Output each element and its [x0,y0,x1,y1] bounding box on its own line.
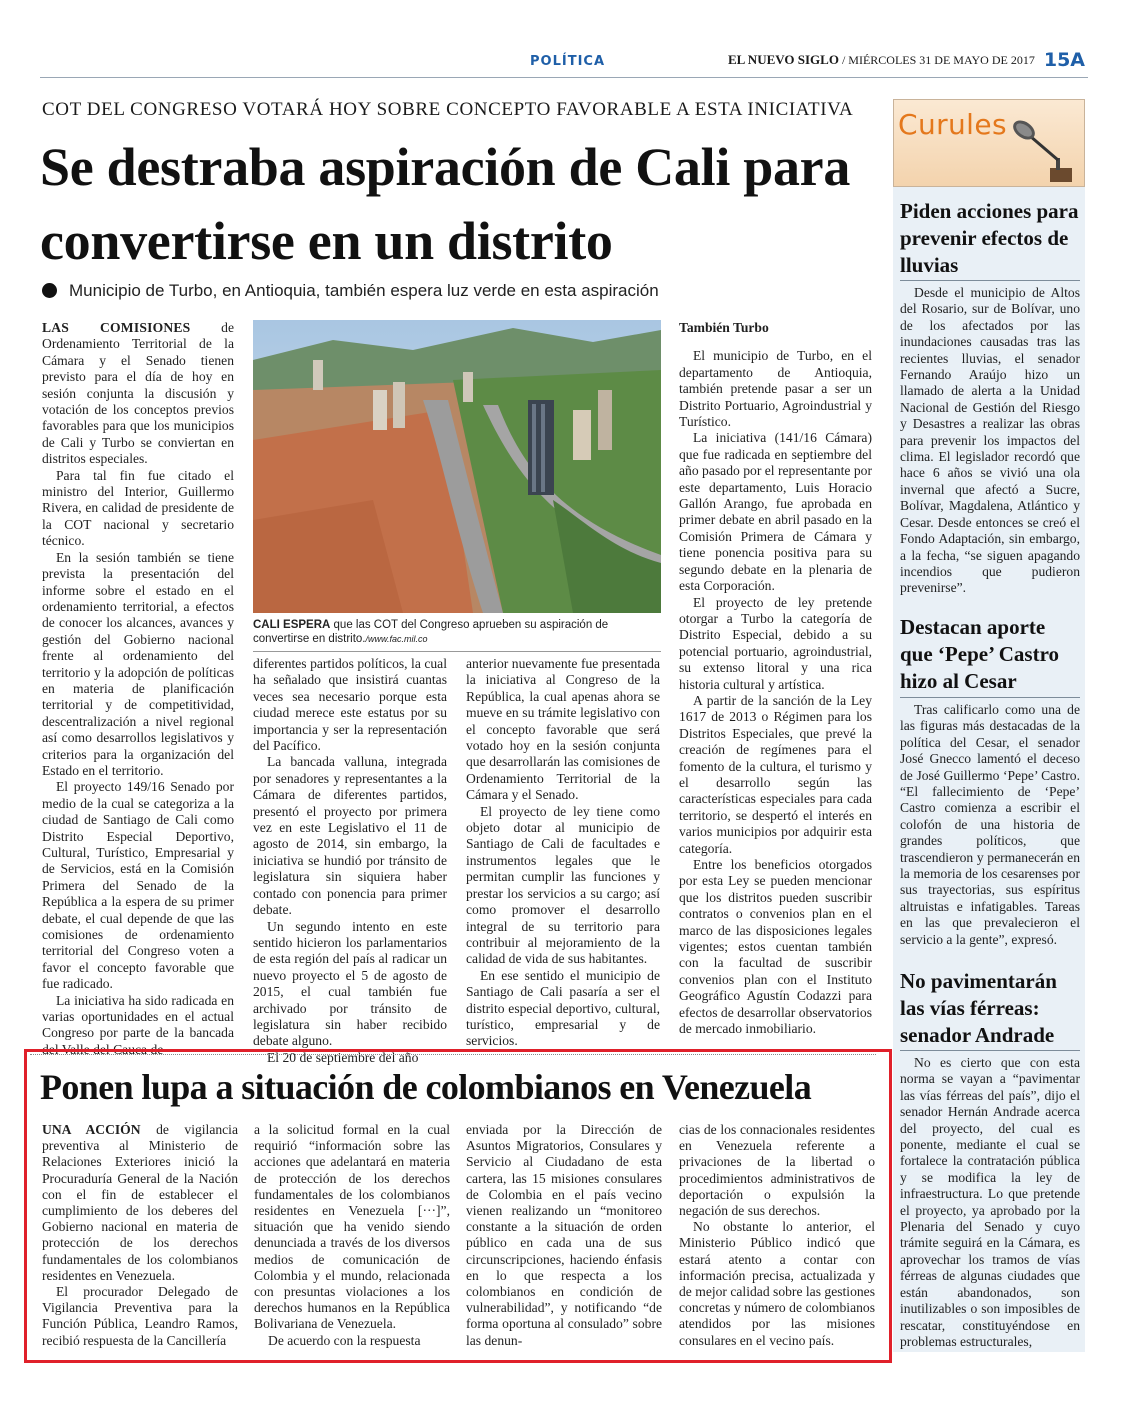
sidebar-rule [900,697,1080,698]
boxed-column-1 [42,1122,238,1352]
sidebar-headline: Destacan aporte que ‘Pepe’ Castro hizo al Cesar [900,615,1060,693]
page-number: 15A [1043,49,1085,71]
paragraph: Un segundo intento en este sentido hicieron los parlamentarios de esta región del país al radicar un nuevo proyecto el 5 de agosto de 2015, el cual también fue archivado por tránsito de legislatura sin haber recibido debate alguno. [253,918,447,1049]
paragraph: En la sesión también se tiene prevista la presentación del informe sobre el estado en el ordenamiento territorial, a efectos de conocer los alcances, avances y gestión del Gobierno nacional frente al ordenamiento del territorio y la adopción de políticas en materia de planificación territorial y de competitividad, descentralización a nivel regional así como desarrollos legislativos y criterios para la organización del Estado en el territorio. [42,549,234,778]
paragraph [42,320,234,468]
article-headline: Se destraba aspiración de Cali para convertirse en un distrito [40,137,851,271]
paragraph [42,1122,238,1284]
paragraph: La iniciativa (141/16 Cámara) que fue radicada en septiembre del año pasado por el representante por este departamento, Luis Horacio Gallón Arango, fue aprobada en primer debate en abril pasado en la Comisión Primera de Cámara y tiene ponencia positiva para su segundo debate en la plenaria de esta Corporación. [679,430,872,594]
lead-text: de Ordenamiento Territorial de la Cámara y el Senado tienen previsto para el día de hoy en sesión conjunta la discusión y votación de los conceptos previos favorables para que los municipios de Cali y Turbo se conviertan en distritos especiales. [42,320,234,467]
sidebar-text [900,702,1080,954]
sidebar-headline: Piden acciones para prevenir efectos de lluvias [900,199,1079,277]
paragraph: Para tal fin fue citado el ministro del Interior, Guillermo Rivera, en calidad de presidente de la COT nacional y secretario técnico. [42,467,234,549]
paragraph: El proyecto de ley tiene como objeto dotar al municipio de Santiago de Cali de facultades e instrumentos legales que le permitan cumplir las funciones y prestar los servicios a su cargo; así como promover el desarrollo integral de su territorio para contribuir al mejoramiento de la calidad de vida de sus habitantes. [466,803,660,967]
header-rule [40,77,1088,78]
caption-source: /www.fac.mil.co [365,634,428,644]
caption-rule [253,651,661,652]
paragraph: El proyecto 149/16 Senado por medio de la cual se categoriza a la ciudad de Santiago de Cali como Distrito Especial Deportivo, Cultural, Turístico, Empresarial y de Servicios, está en la Comisión Primera del Senado de la República a la espera de su primer debate, el cual depende de que las comisiones de ordenamiento territorial del Congreso voten a favor el concepto favorable que fue radicado. [42,779,234,992]
sidebar-headline: No pavimentarán las vías férreas: senador Andrade [900,969,1057,1047]
article-column-4 [679,320,872,1046]
cali-cityscape-image [253,320,661,613]
subhead-text: Municipio de Turbo, en Antioquia, también espera luz verde en esta aspiración [69,281,659,300]
paragraph: El municipio de Turbo, en el departamento de Antioquia, también pretende pasar a ser un Distrito Portuario, Agroindustrial y Turístico. [679,348,872,430]
paragraph: De acuerdo con la respuesta [268,1332,421,1348]
lead-text: de vigilancia preventiva al Ministerio de Relaciones Exteriores inició la Procuraduría General de la Nación con el fin de establecer el cumplimiento de los deberes del Gobierno nacional en materia de protección de los derechos fundamentales de los colombianos residentes en Venezuela. [42,1122,238,1283]
paragraph: El 20 de septiembre del año [267,1049,419,1065]
microphone-icon [1010,116,1084,186]
paragraph: El proyecto de ley pretende otorgar a Turbo la categoría de Distrito Especial, debido a su potencial portuario, agroindustrial, su extenso litoral y una rica historia cultural y artística. [679,594,872,692]
boxed-column-3 [466,1122,662,1352]
article-column-2 [253,656,447,1065]
boxed-column-4 [679,1122,875,1352]
section-subtitle: También Turbo [679,320,769,335]
paragraph: diferentes partidos políticos, la cual ha señalado que insistirá cuantas veces sea necesario porque esta ciudad merece este estatus por su importancia y ser la representación del Pacífico. [253,656,447,754]
paragraph: cias de los connacionales residentes en Venezuela referente a privaciones de la libertad o procedimientos administrativos de deportación o expulsión la negación de sus derechos. [679,1122,875,1219]
sidebar-text [900,1055,1080,1349]
paragraph: No es cierto que con esta norma se vayan a “pavimentar las vías férreas del país”, dijo el senador Hernán Andrade acerca del proyecto, del cual es ponente, mediante el cual se fortalece la contratación pública y se modifica la ley de infraestructura. Lo que pretende el proyecto, ya aprobado por la Plenaria del Senado y cuyo trámite seguirá en la Cámara, es aprovechar los tramos de vías férreas de algunas ciudades que están abandonados, son inutilizables o son imposibles de rescatar, constituyéndose en problemas estructurales, [900,1055,1080,1349]
bullet-icon [42,283,57,298]
paper-name: EL NUEVO SIGLO [727,52,839,67]
sidebar-text [900,285,1080,601]
paragraph: No obstante lo anterior, el Ministerio Público indicó que estará atento a contar con información precisa, actualizada y de mejor calidad sobre las gestiones concretas y número de colombianos atendidos por las misiones consulares en el vecino país. [679,1219,875,1348]
caption-lead: CALI ESPERA [253,619,331,631]
curules-title: Curules [898,108,1007,141]
paragraph: enviada por la Dirección de Asuntos Migratorios, Consulares y Servicio al Ciudadano de esta cartera, las 15 misiones consulares de Colombia en el país vecino vienen realizando un “monitoreo constante a la situación de orden público en cada una de sus circunscripciones, haciendo énfasis en lo que respecta a los colombianos en condición de vulnerabilidad”, y notificando “de forma oportuna al consulado” sobre las denun- [466,1122,662,1348]
section-label: POLÍTICA [530,54,606,69]
masthead [728,49,1085,71]
boxed-headline: Ponen lupa a situación de colombianos en Venezuela [40,1067,812,1107]
paragraph: El procurador Delegado de Vigilancia Preventiva para la Función Pública, Leandro Ramos, recibió respuesta de la Cancillería [42,1284,238,1348]
paragraph: En ese sentido el municipio de Santiago de Cali pasaría a ser el distrito especial deportivo, cultural, turístico, empresarial y de servicios. [466,967,660,1049]
lead-caps: UNA ACCIÓN [42,1122,141,1137]
paragraph: La iniciativa ha sido radicada en varias oportunidades en el actual Congreso por parte de la bancada del Valle del Cauca de [42,992,234,1057]
sidebar-rule [900,1050,1080,1051]
article-kicker: COT DEL CONGRESO VOTARÁ HOY SOBRE CONCEPTO FAVORABLE A ESTA INICIATIVA [42,99,854,120]
article-photo [253,320,661,613]
paragraph: Tras calificarlo como una de las figuras más destacadas de la política del Cesar, el senador José Gnecco lamentó el deceso de José Guillermo ‘Pepe’ Castro. “El fallecimiento de ‘Pepe’ Castro comienza a escribir el colofón de una historia de grandes políticos, que trascendieron y permanecerán en la memoria de los cesarenses por sus trayectorias, sus espíritus altruistas e infatigables. Tareas en las que prevalecieron el servicio a la gente”, expresó. [900,702,1080,947]
paragraph: a la solicitud formal en la cual requirió “información sobre las acciones que adelantará en materia de protección de los derechos fundamentales de los colombianos residentes en Venezuela [···]”, situación que ha venido siendo denunciada a través de los diversos medios de comunicación de Colombia y el mundo, relacionada con presuntas violaciones a los derechos humanos en la República Bolivariana de Venezuela. [254,1122,450,1332]
article-subhead [42,281,659,301]
lead-caps: LAS COMISIONES [42,320,191,335]
photo-caption [253,618,661,646]
boxed-column-2 [254,1122,450,1352]
article-column-3 [466,656,660,1049]
issue-date: / MIÉRCOLES 31 DE MAYO DE 2017 [841,53,1035,67]
caption-text: que las COT del Congreso aprueben su aspiración de convertirse en distrito. [253,619,609,645]
paragraph: La bancada valluna, integrada por senadores y representantes a la Cámara de diferentes partidos, presentó el proyecto por primera vez en este Legislativo el 11 de agosto de 2014, sin embargo, la iniciativa se hundió por tránsito de legislatura sin siquiera haber contado con ponencia para primer debate. [253,754,447,918]
sidebar-rule [900,280,1080,281]
article-column-1 [42,320,234,1057]
paragraph: anterior nuevamente fue presentada la iniciativa al Congreso de la República, la cual apenas ahora se mueve en su trámite legislativo con el concepto favorable que será votado hoy en la sesión conjunta que desarrollarán las comisiones de Ordenamiento Territorial de la Cámara y el Senado. [466,656,660,803]
paragraph: Desde el municipio de Altos del Rosario, sur de Bolívar, uno de los afectados por las inundaciones causadas tras las recientes lluvias, el senador Fernando Araújo hizo un llamado de alerta a la Unidad Nacional de Gestión del Riesgo y Desastres a realizar las obras para prevenir los impactos del clima. El legislador recordó que hace 6 años se vivió una ola invernal que afectó a Sucre, Bolívar, Magdalena, Atlántico y Cesar. Desde entonces se creó el Fondo Adaptación, sin embargo, a la fecha, “se siguen apagando incendios que pudieron prevenirse”. [900,285,1080,596]
paragraph: Entre los beneficios otorgados por esta Ley se pueden mencionar que los distritos pueden suscribir contratos o convenios plan en el marco de las disposiciones legales vigentes; estos cuentan también con la facultad de suscribir convenios plan con el Instituto Geográfico Agustín Codazzi para efectos de desarrollar observatorios de mercado inmobiliario. [679,857,872,1037]
paragraph: A partir de la sanción de la Ley 1617 de 2013 o Régimen para los Distritos Especiales, que prevé la creación de regímenes para el fomento de la cultura, el turismo y el desarrollo según las características especiales para cada territorio, se despertó el interés en varios municipios por adquirir esta categoría. [679,692,872,856]
